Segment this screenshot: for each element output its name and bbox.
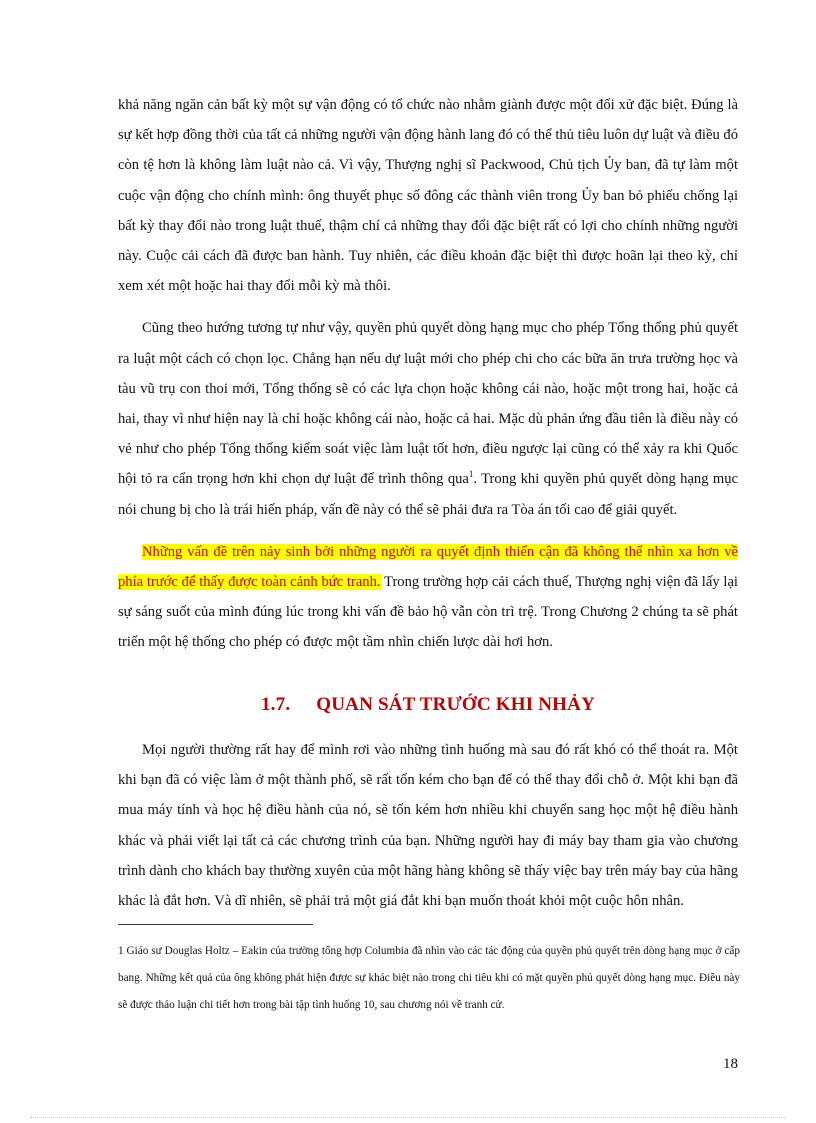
footnote-text: Giáo sư Douglas Holtz – Eakin của trường tổng hợp Columbia đã nhìn vào các tác động của quyền phủ quyết trên dòng hạng mục ở cấp bang. Những kết quả của ông không phát hiện được sự khác biệt nào trong chi tiêu khi có mặt quyền phủ quyết dòng hạng mục. Điều này sẽ được thảo luận chi tiết hơn trong bài tập tình huống 10, sau chương nói về tranh cử.	[118, 945, 740, 1011]
footnote-marker: 1	[118, 945, 124, 957]
page-bottom-border	[30, 1117, 786, 1118]
paragraph-3-text: Trong trường hợp cải cách thuế, Thượng nghị viện đã lấy lại sự sáng suốt của mình đúng lúc trong khi vấn đề bảo hộ vẫn còn trì trệ. Trong Chương 2 chúng ta sẽ phát triển một hệ thống cho phép có được một tầm nhìn chiến lược dài hơi hơn.	[118, 574, 738, 651]
section-paragraph: Mọi người thường rất hay để mình rơi vào những tình huống mà sau đó rất khó có thể thoát ra. Một khi bạn đã có việc làm ở một thành phố, sẽ rất tốn kém cho bạn để có thể thay đổi chỗ ở. Một khi bạn đã mua máy tính và học hệ điều hành của nó, sẽ tốn kém hơn nhiều khi chuyển sang học một hệ điều hành khác và phải viết lại tất cả các chương trình của bạn. Những người hay đi máy bay tham gia vào chương trình dành cho khách bay thường xuyên của một hãng hàng không sẽ thấy việc bay trên máy bay của hãng khác là đắt hơn. Và dĩ nhiên, sẽ phải trả một giá đắt khi bạn muốn thoát khỏi một cuộc hôn nhân.	[118, 742, 738, 910]
paragraph-3	[118, 537, 738, 658]
paragraph-2-text-a: Cũng theo hướng tương tự như vậy, quyền phủ quyết dòng hạng mục cho phép Tổng thống phủ quyết ra luật một cách có chọn lọc. Chẳng hạn nếu dự luật mới cho phép chi cho các bữa ăn trưa trường học và tàu vũ trụ con thoi mới, Tổng thống sẽ có các lựa chọn hoặc không cái nào, hoặc một trong hai, hoặc cả hai, thay vì như hiện nay là chỉ hoặc không cái nào, hoặc cả hai. Mặc dù phản ứng đầu tiên là điều này có vẻ như cho phép Tổng thống kiểm soát việc làm luật tốt hơn, điều ngược lại cũng có thể xảy ra khi Quốc hội tỏ ra cẩn trọng hơn khi chọn dự luật để trình thông qua	[118, 320, 738, 488]
footnote	[118, 938, 740, 1019]
section-body	[118, 735, 738, 916]
footnote-separator	[118, 924, 313, 925]
page-number: 18	[723, 1056, 738, 1072]
section-title: QUAN SÁT TRƯỚC KHI NHẢY	[316, 694, 596, 715]
paragraph-2	[118, 313, 738, 524]
footnote-reference[interactable]: 1	[468, 469, 474, 480]
body-text	[118, 90, 738, 670]
section-heading	[118, 690, 738, 720]
paragraph-1: khả năng ngăn cản bất kỳ một sự vận động có tổ chức nào nhằm giành được một đối xử đặc biệt. Đúng là sự kết hợp đồng thời của tất cả những người vận động hành lang đó có thể thủ tiêu luôn dự luật và điều đó còn tệ hơn là không làm luật nào cả. Vì vậy, Thượng nghị sĩ Packwood, Chủ tịch Ủy ban, đã tự làm một cuộc vận động cho chính mình: ông thuyết phục số đông các thành viên trong Ủy ban bỏ phiếu chống lại bất kỳ thay đổi nào trong luật thuế, thậm chí cả những thay đổi đặc biệt rất có lợi cho chính những người này. Cuộc cải cách đã được ban hành. Tuy nhiên, các điều khoản đặc biệt thì được hoãn lại theo kỳ, chỉ xem xét một hoặc hai thay đổi mỗi kỳ mà thôi.	[118, 97, 738, 295]
highlighted-sentence: Những vấn đề trên nảy sinh bởi những người ra quyết định thiển cận đã không thể nhìn xa hơn về phía trước để thấy được toàn cảnh bức tranh.	[118, 543, 738, 591]
paragraph-2-text-b: . Trong khi quyền phủ quyết dòng hạng mục nói chung bị cho là trái hiến pháp, vấn đề này có thể sẽ phải đưa ra Tòa án tối cao để giải quyết.	[118, 471, 738, 518]
section-number: 1.7.	[260, 694, 291, 715]
